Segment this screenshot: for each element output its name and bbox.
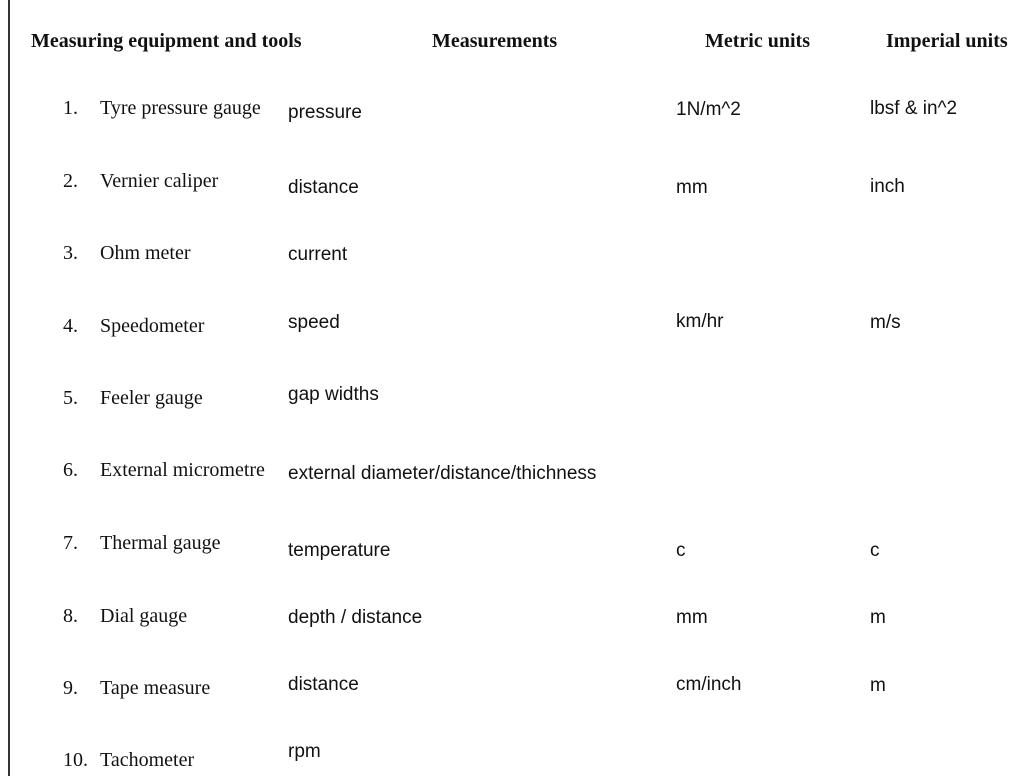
header-measurements: Measurements [432,30,558,52]
metric-unit: cm/inch [676,674,742,695]
row-number: 6. [63,459,78,481]
row-number: 5. [63,387,78,409]
measurement: pressure [288,102,362,123]
table-row [0,532,1023,572]
row-number: 4. [63,315,78,337]
tool-name: External micrometre [100,459,265,481]
row-number: 3. [63,242,78,264]
measurement: rpm [288,741,321,762]
imperial-unit: c [870,540,880,561]
tool-name: Vernier caliper [100,170,219,192]
table-row [0,459,1023,499]
measurement: distance [288,674,359,695]
tool-name: Speedometer [100,315,205,337]
imperial-unit: m/s [870,312,901,333]
imperial-unit: lbsf & in^2 [870,98,958,119]
table-row [0,674,1023,717]
metric-unit: 1N/m^2 [676,99,741,120]
tool-name: Dial gauge [100,605,188,627]
row-number: 2. [63,170,78,192]
table-row [0,169,1023,209]
row-number: 8. [63,605,78,627]
measurement: depth / distance [288,607,423,628]
measurement: speed [288,312,340,333]
metric-unit: c [676,540,686,561]
table-row [0,740,1023,780]
table-row [0,384,1023,427]
tool-name: Tachometer [100,749,195,771]
header-tools: Measuring equipment and tools [31,30,302,52]
tool-name: Thermal gauge [100,532,221,554]
tool-name: Feeler gauge [100,387,203,409]
metric-unit: mm [676,607,708,628]
tool-name: Tape measure [100,677,211,699]
tool-name: Tyre pressure gauge [100,97,261,119]
row-number: 10. [63,749,88,771]
table-row [0,96,1023,136]
row-number: 7. [63,532,78,554]
measurement: distance [288,177,359,198]
header-metric-units: Metric units [705,30,810,52]
measurement: gap widths [288,384,379,405]
row-number: 9. [63,677,78,699]
metric-unit: km/hr [676,311,724,332]
row-number: 1. [63,97,78,119]
imperial-unit: m [870,675,886,696]
table-row [0,313,1023,353]
measurement: current [288,244,348,265]
header-imperial-units: Imperial units [886,30,1008,52]
imperial-unit: m [870,607,886,628]
tool-name: Ohm meter [100,242,191,264]
table-row [0,242,1023,282]
metric-unit: mm [676,177,708,198]
measurement: temperature [288,540,391,561]
table-row [0,605,1023,645]
imperial-unit: inch [870,176,905,197]
measurement: external diameter/distance/thichness [288,463,597,484]
